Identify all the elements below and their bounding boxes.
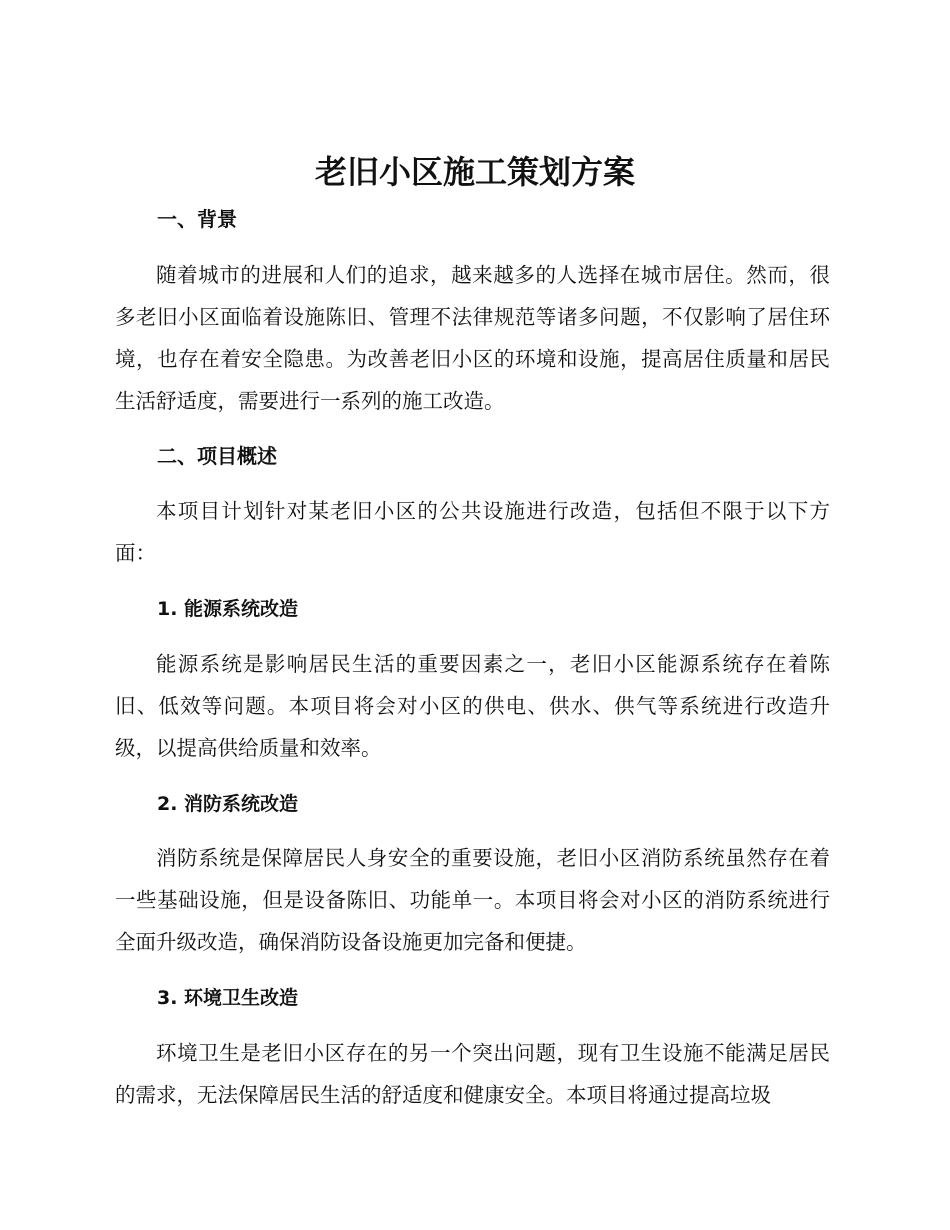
paragraph-overview: 本项目计划针对某老旧小区的公共设施进行改造，包括但不限于以下方面：: [115, 499, 830, 565]
section-heading-background: 一、背景: [157, 207, 237, 231]
paragraph-energy: 能源系统是影响居民生活的重要因素之一，老旧小区能源系统存在着陈旧、低效等问题。本项目将会对小区的供电、供水、供气等系统进行改造升级，以提高供给质量和效率。: [115, 652, 830, 760]
paragraph-fire: 消防系统是保障居民人身安全的重要设施，老旧小区消防系统虽然存在着一些基础设施，但是设备陈旧、功能单一。本项目将会对小区的消防系统进行全面升级改造，确保消防设备设施更加完备和便捷。: [115, 846, 830, 954]
paragraph-sanitation: 环境卫生是老旧小区存在的另一个突出问题，现有卫生设施不能满足居民的需求，无法保障居民生活的舒适度和健康安全。本项目将通过提高垃圾: [115, 1041, 830, 1107]
subsection-heading-energy: 1. 能源系统改造: [157, 598, 299, 620]
subsection-heading-fire: 2. 消防系统改造: [157, 793, 299, 815]
document-title: 老旧小区施工策划方案: [314, 153, 635, 191]
section-heading-overview: 二、项目概述: [157, 444, 277, 468]
paragraph-background: 随着城市的进展和人们的追求，越来越多的人选择在城市居住。然而，很多老旧小区面临着设施陈旧、管理不法律规范等诸多问题，不仅影响了居住环境，也存在着安全隐患。为改善老旧小区的环境和设施，提高居住质量和居民生活舒适度，需要进行一系列的施工改造。: [115, 263, 830, 413]
subsection-heading-sanitation: 3. 环境卫生改造: [157, 987, 299, 1009]
